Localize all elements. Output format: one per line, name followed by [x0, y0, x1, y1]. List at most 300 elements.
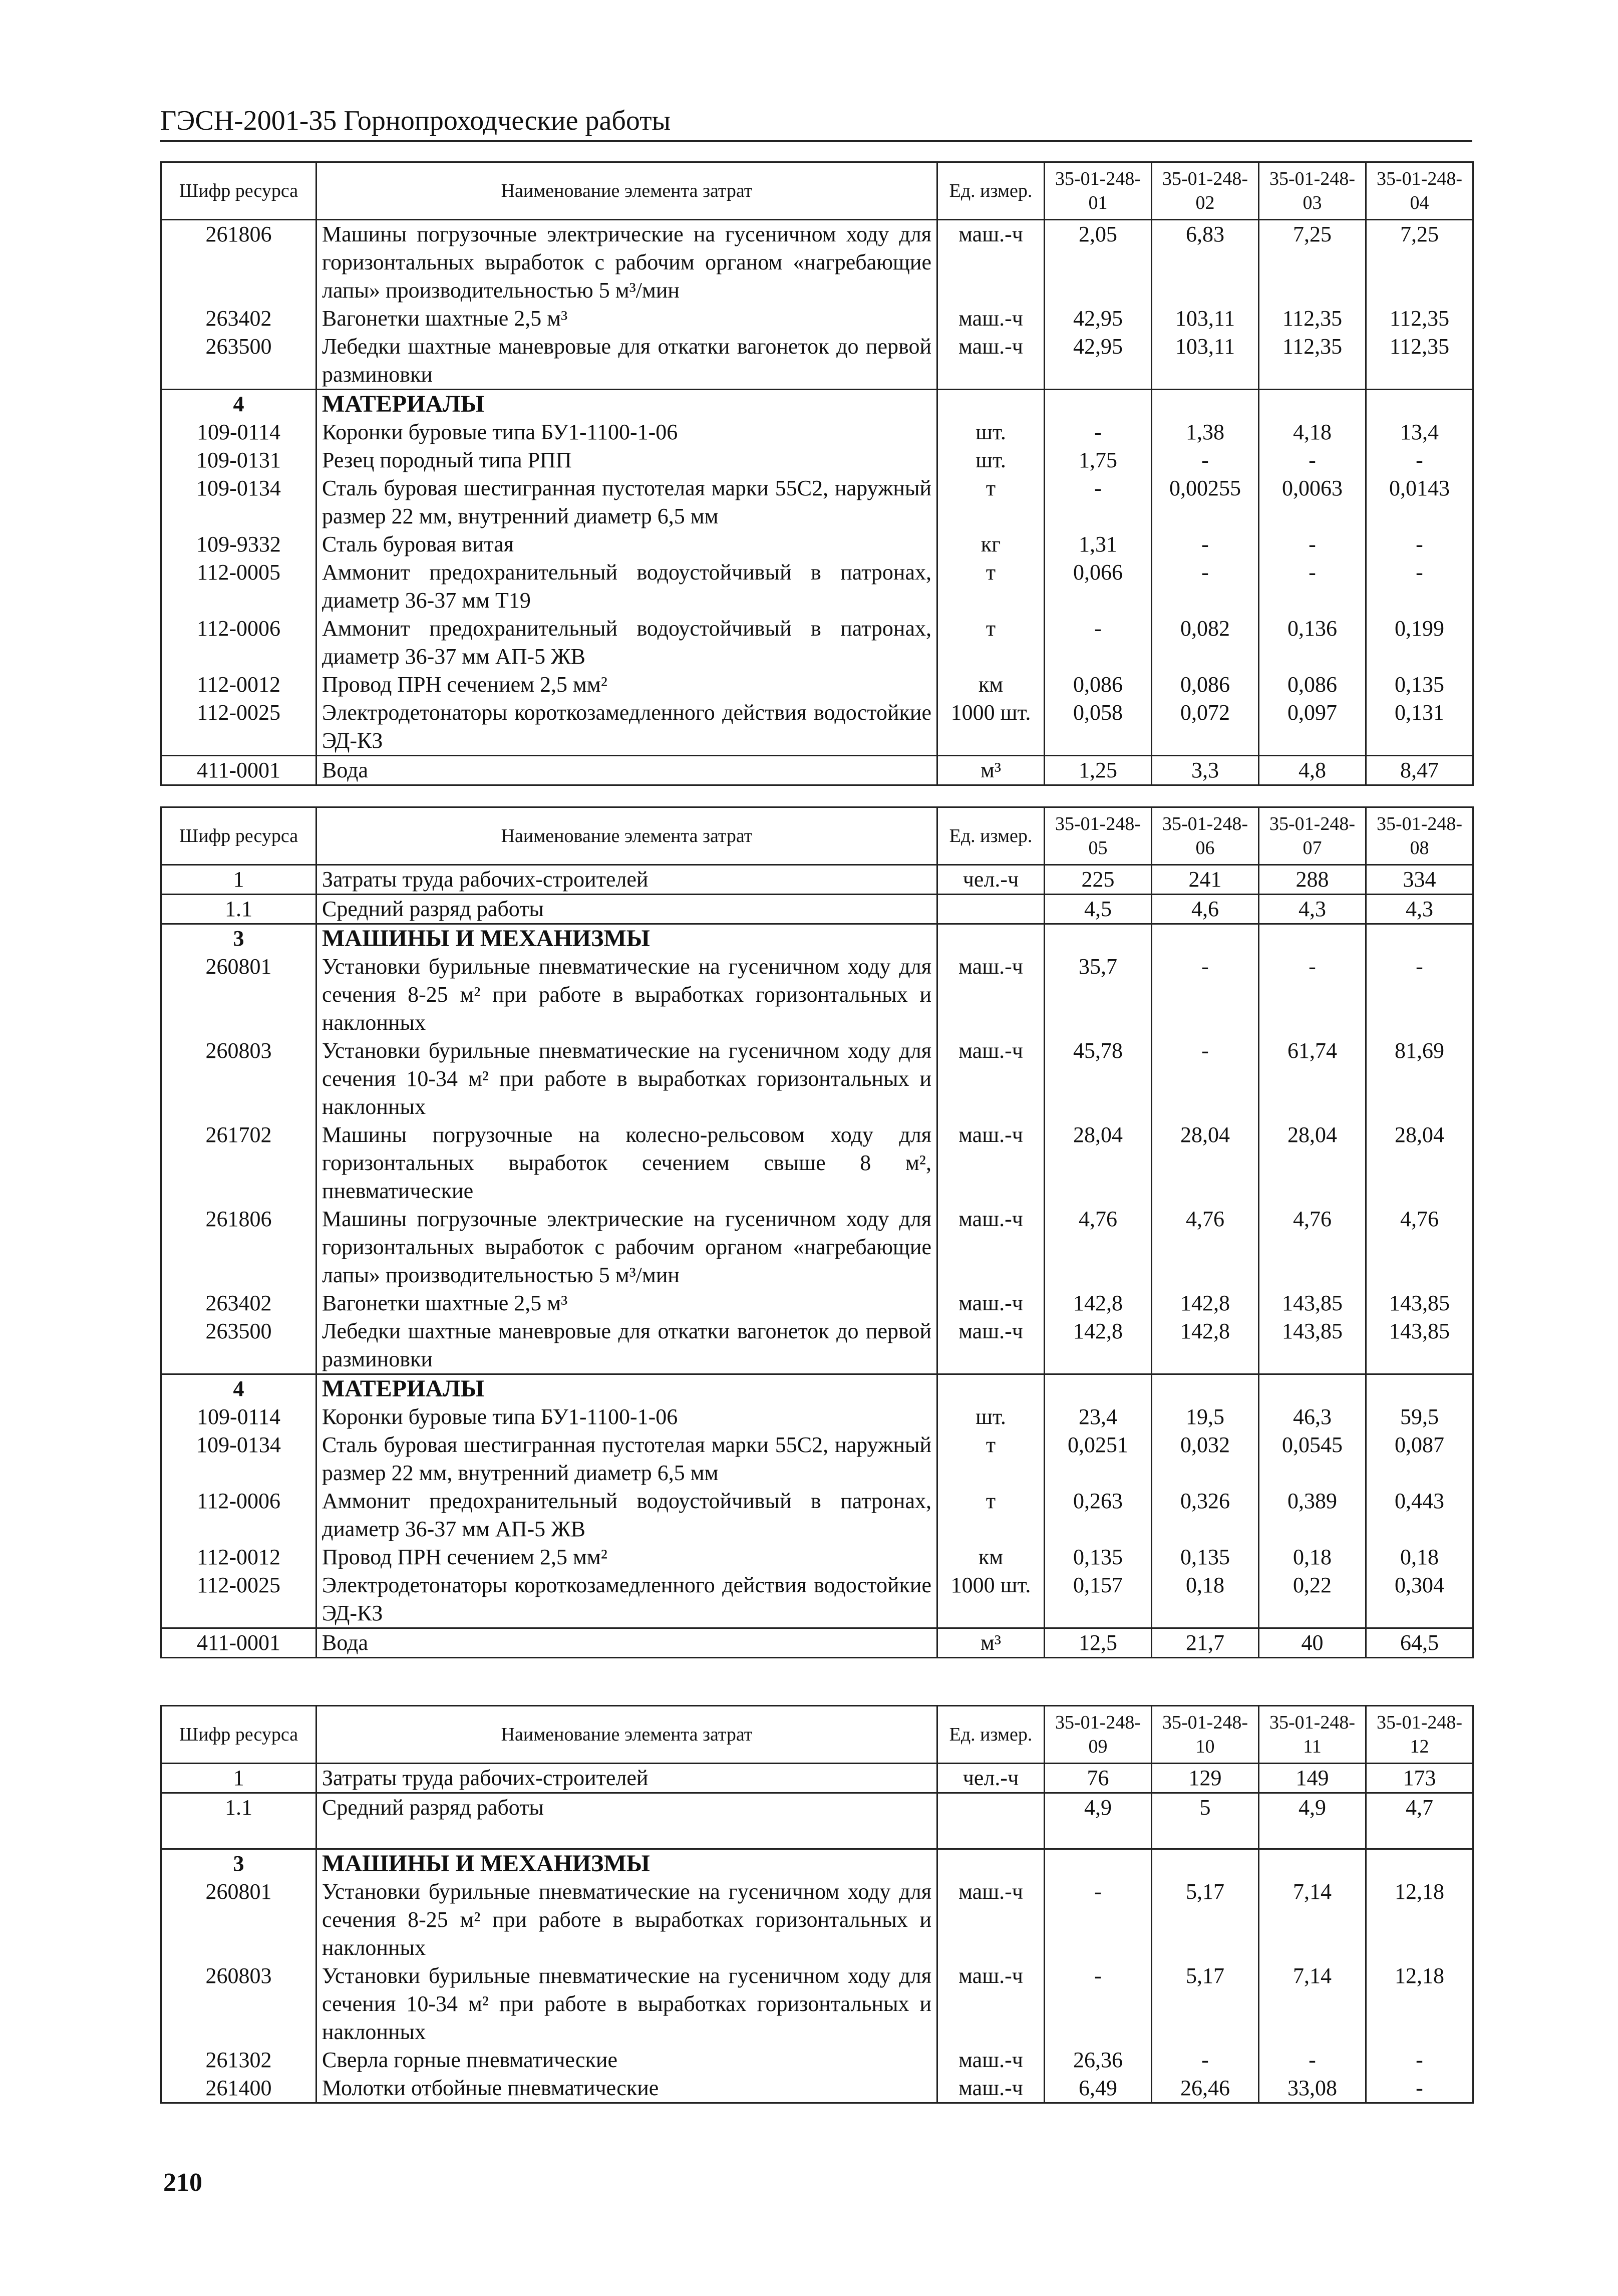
- unit-cell: маш.-ч: [937, 305, 1045, 333]
- table-row: [161, 220, 1473, 305]
- norm-value-cell: [1259, 390, 1366, 419]
- table-row: [161, 1571, 1473, 1628]
- norm-value-cell: 241: [1152, 865, 1259, 895]
- norm-value-cell: [1045, 390, 1152, 419]
- resource-name-cell: Провод ПРН сечением 2,5 мм²: [316, 1543, 937, 1571]
- column-header-name: Наименование элемента затрат: [316, 162, 937, 220]
- norm-value-cell: 4,7: [1366, 1793, 1473, 1849]
- norm-value-cell: 5: [1152, 1793, 1259, 1849]
- norm-value-cell: 76: [1045, 1764, 1152, 1793]
- norm-value-cell: -: [1366, 2046, 1473, 2074]
- norm-value-cell: [1045, 924, 1152, 953]
- norm-value-cell: -: [1259, 446, 1366, 474]
- norm-value-cell: 61,74: [1259, 1037, 1366, 1121]
- resource-name-cell: МАТЕРИАЛЫ: [316, 390, 937, 419]
- norm-value-cell: 0,0545: [1259, 1431, 1366, 1487]
- resource-name-cell: Вода: [316, 1628, 937, 1658]
- table-row: [161, 2046, 1473, 2074]
- table-header-row: [161, 807, 1473, 865]
- norm-value-cell: 0,087: [1366, 1431, 1473, 1487]
- table-row: [161, 1403, 1473, 1431]
- unit-cell: маш.-ч: [937, 1037, 1045, 1121]
- resource-code-cell: 261806: [161, 220, 316, 305]
- column-header-norm: 35-01-248-02: [1152, 162, 1259, 220]
- resource-table: [160, 161, 1474, 786]
- resource-code-cell: 260803: [161, 1037, 316, 1121]
- column-header-unit: Ед. измер.: [937, 1706, 1045, 1764]
- table-row: [161, 865, 1473, 895]
- norm-value-cell: -: [1259, 953, 1366, 1037]
- norm-value-cell: 0,032: [1152, 1431, 1259, 1487]
- norm-value-cell: 7,25: [1366, 220, 1473, 305]
- norm-value-cell: 0,082: [1152, 615, 1259, 671]
- unit-cell: [937, 1849, 1045, 1878]
- norm-value-cell: 4,9: [1259, 1793, 1366, 1849]
- norm-value-cell: 0,135: [1366, 671, 1473, 699]
- resource-name-cell: Коронки буровые типа БУ1-1100-1-06: [316, 418, 937, 446]
- norm-value-cell: 21,7: [1152, 1628, 1259, 1658]
- norm-value-cell: 8,47: [1366, 756, 1473, 785]
- norm-value-cell: 0,199: [1366, 615, 1473, 671]
- unit-cell: [937, 895, 1045, 924]
- unit-cell: т: [937, 1431, 1045, 1487]
- table-row: [161, 474, 1473, 530]
- table-row: [161, 615, 1473, 671]
- norm-value-cell: 2,05: [1045, 220, 1152, 305]
- column-header-norm: 35-01-248-09: [1045, 1706, 1152, 1764]
- section-heading-row: [161, 1849, 1473, 1878]
- unit-cell: маш.-ч: [937, 1317, 1045, 1374]
- table-row: [161, 953, 1473, 1037]
- norm-value-cell: 0,0143: [1366, 474, 1473, 530]
- unit-cell: т: [937, 615, 1045, 671]
- norm-value-cell: -: [1366, 446, 1473, 474]
- norm-value-cell: -: [1259, 2046, 1366, 2074]
- norm-value-cell: 142,8: [1045, 1289, 1152, 1317]
- norm-value-cell: 4,3: [1366, 895, 1473, 924]
- norm-value-cell: 23,4: [1045, 1403, 1152, 1431]
- table-row: [161, 530, 1473, 558]
- norm-value-cell: 5,17: [1152, 1878, 1259, 1962]
- norm-value-cell: 142,8: [1152, 1289, 1259, 1317]
- unit-cell: чел.-ч: [937, 865, 1045, 895]
- column-header-norm: 35-01-248-07: [1259, 807, 1366, 865]
- unit-cell: маш.-ч: [937, 1205, 1045, 1289]
- resource-name-cell: Вагонетки шахтные 2,5 м³: [316, 305, 937, 333]
- norm-value-cell: -: [1152, 558, 1259, 615]
- norm-value-cell: 4,76: [1045, 1205, 1152, 1289]
- norm-value-cell: 46,3: [1259, 1403, 1366, 1431]
- norm-value-cell: 28,04: [1045, 1121, 1152, 1205]
- norm-value-cell: 19,5: [1152, 1403, 1259, 1431]
- norm-value-cell: [1366, 1374, 1473, 1403]
- norm-value-cell: 12,5: [1045, 1628, 1152, 1658]
- resource-code-cell: 263500: [161, 1317, 316, 1374]
- resource-table: [160, 806, 1474, 1658]
- resource-code-cell: 4: [161, 1374, 316, 1403]
- resource-code-cell: 112-0012: [161, 1543, 316, 1571]
- norm-value-cell: [1259, 1849, 1366, 1878]
- table-row: [161, 558, 1473, 615]
- norm-value-cell: 142,8: [1045, 1317, 1152, 1374]
- norm-value-cell: 0,058: [1045, 699, 1152, 756]
- resource-name-cell: Установки бурильные пневматические на гусеничном ходу для сечения 10-34 м² при работе в выработках горизонтальных и наклонных: [316, 1962, 937, 2046]
- norm-value-cell: -: [1366, 2074, 1473, 2103]
- norm-value-cell: [1259, 1374, 1366, 1403]
- resource-name-cell: Провод ПРН сечением 2,5 мм²: [316, 671, 937, 699]
- resource-code-cell: 263402: [161, 1289, 316, 1317]
- unit-cell: кг: [937, 530, 1045, 558]
- norm-value-cell: 0,0251: [1045, 1431, 1152, 1487]
- norm-value-cell: 112,35: [1259, 305, 1366, 333]
- norm-value-cell: 0,18: [1152, 1571, 1259, 1628]
- resource-name-cell: Аммонит предохранительный водоустойчивый в патронах, диаметр 36-37 мм Т19: [316, 558, 937, 615]
- norm-value-cell: -: [1045, 418, 1152, 446]
- resource-name-cell: Аммонит предохранительный водоустойчивый в патронах, диаметр 36-37 мм АП-5 ЖВ: [316, 1487, 937, 1543]
- table-header-row: [161, 162, 1473, 220]
- table-row: [161, 1543, 1473, 1571]
- norm-value-cell: [1152, 924, 1259, 953]
- norm-value-cell: -: [1152, 446, 1259, 474]
- norm-value-cell: 28,04: [1152, 1121, 1259, 1205]
- column-header-norm: 35-01-248-12: [1366, 1706, 1473, 1764]
- table-row: [161, 1628, 1473, 1658]
- norm-value-cell: 103,11: [1152, 333, 1259, 390]
- unit-cell: т: [937, 1487, 1045, 1543]
- norm-value-cell: 1,75: [1045, 446, 1152, 474]
- norm-value-cell: 33,08: [1259, 2074, 1366, 2103]
- norm-value-cell: -: [1152, 953, 1259, 1037]
- table-row: [161, 699, 1473, 756]
- resource-code-cell: 109-0134: [161, 474, 316, 530]
- norm-value-cell: 0,066: [1045, 558, 1152, 615]
- unit-cell: шт.: [937, 418, 1045, 446]
- norm-value-cell: 143,85: [1259, 1289, 1366, 1317]
- unit-cell: маш.-ч: [937, 1121, 1045, 1205]
- resource-name-cell: Лебедки шахтные маневровые для откатки вагонеток до первой разминовки: [316, 333, 937, 390]
- norm-value-cell: 0,072: [1152, 699, 1259, 756]
- resource-name-cell: Вода: [316, 756, 937, 785]
- norm-value-cell: 0,131: [1366, 699, 1473, 756]
- table-row: [161, 671, 1473, 699]
- resource-code-cell: 109-0114: [161, 418, 316, 446]
- norm-value-cell: 26,36: [1045, 2046, 1152, 2074]
- resource-code-cell: 112-0012: [161, 671, 316, 699]
- norm-value-cell: 1,38: [1152, 418, 1259, 446]
- norm-value-cell: 142,8: [1152, 1317, 1259, 1374]
- norm-value-cell: 112,35: [1366, 305, 1473, 333]
- norm-value-cell: 0,389: [1259, 1487, 1366, 1543]
- norm-value-cell: 4,3: [1259, 895, 1366, 924]
- table-row: [161, 1037, 1473, 1121]
- column-header-unit: Ед. измер.: [937, 807, 1045, 865]
- norm-value-cell: 4,9: [1045, 1793, 1152, 1849]
- column-header-norm: 35-01-248-05: [1045, 807, 1152, 865]
- norm-value-cell: 26,46: [1152, 2074, 1259, 2103]
- norm-value-cell: -: [1366, 530, 1473, 558]
- norm-value-cell: 143,85: [1366, 1289, 1473, 1317]
- norm-value-cell: 6,83: [1152, 220, 1259, 305]
- resource-code-cell: 261400: [161, 2074, 316, 2103]
- norm-value-cell: [1366, 1849, 1473, 1878]
- norm-value-cell: -: [1045, 1962, 1152, 2046]
- resource-name-cell: Электродетонаторы короткозамедленного действия водостойкие ЭД-КЗ: [316, 1571, 937, 1628]
- norm-value-cell: 59,5: [1366, 1403, 1473, 1431]
- norm-value-cell: -: [1045, 615, 1152, 671]
- norm-value-cell: 45,78: [1045, 1037, 1152, 1121]
- resource-name-cell: Коронки буровые типа БУ1-1100-1-06: [316, 1403, 937, 1431]
- table-row: [161, 1878, 1473, 1962]
- resource-name-cell: Машины погрузочные электрические на гусеничном ходу для горизонтальных выработок с рабочим органом «нагребающие лапы» производительностью 5 м³/мин: [316, 220, 937, 305]
- resource-code-cell: 112-0006: [161, 615, 316, 671]
- resource-code-cell: 112-0005: [161, 558, 316, 615]
- column-header-norm: 35-01-248-06: [1152, 807, 1259, 865]
- norm-value-cell: 225: [1045, 865, 1152, 895]
- norm-value-cell: 64,5: [1366, 1628, 1473, 1658]
- page-number: 210: [163, 2168, 202, 2197]
- norm-value-cell: 334: [1366, 865, 1473, 895]
- unit-cell: км: [937, 1543, 1045, 1571]
- resource-name-cell: Лебедки шахтные маневровые для откатки вагонеток до первой разминовки: [316, 1317, 937, 1374]
- norm-value-cell: -: [1045, 474, 1152, 530]
- resource-name-cell: Вагонетки шахтные 2,5 м³: [316, 1289, 937, 1317]
- resource-code-cell: 263402: [161, 305, 316, 333]
- norm-value-cell: 129: [1152, 1764, 1259, 1793]
- resource-code-cell: 109-0134: [161, 1431, 316, 1487]
- resource-code-cell: 411-0001: [161, 1628, 316, 1658]
- resource-name-cell: Машины погрузочные на колесно-рельсовом ходу для горизонтальных выработок сечением свыше 8 м², пневматические: [316, 1121, 937, 1205]
- resource-code-cell: 1.1: [161, 895, 316, 924]
- unit-cell: шт.: [937, 446, 1045, 474]
- resource-name-cell: Резец породный типа РПП: [316, 446, 937, 474]
- norm-value-cell: 81,69: [1366, 1037, 1473, 1121]
- column-header-code: Шифр ресурса: [161, 162, 316, 220]
- unit-cell: м³: [937, 1628, 1045, 1658]
- resource-name-cell: Установки бурильные пневматические на гусеничном ходу для сечения 8-25 м² при работе в выработках горизонтальных и наклонных: [316, 1878, 937, 1962]
- unit-cell: км: [937, 671, 1045, 699]
- resource-code-cell: 1.1: [161, 1793, 316, 1849]
- table-row: [161, 895, 1473, 924]
- norm-value-cell: 1,31: [1045, 530, 1152, 558]
- table-row: [161, 2074, 1473, 2103]
- norm-value-cell: 0,00255: [1152, 474, 1259, 530]
- resource-name-cell: Средний разряд работы: [316, 1793, 937, 1849]
- column-header-norm: 35-01-248-01: [1045, 162, 1152, 220]
- resource-name-cell: Сталь буровая шестигранная пустотелая марки 55С2, наружный размер 22 мм, внутренний диаметр 6,5 мм: [316, 1431, 937, 1487]
- column-header-norm: 35-01-248-11: [1259, 1706, 1366, 1764]
- resource-name-cell: Затраты труда рабочих-строителей: [316, 865, 937, 895]
- resource-name-cell: Сверла горные пневматические: [316, 2046, 937, 2074]
- table-row: [161, 1317, 1473, 1374]
- table-row: [161, 1121, 1473, 1205]
- column-header-norm: 35-01-248-10: [1152, 1706, 1259, 1764]
- resource-name-cell: Машины погрузочные электрические на гусеничном ходу для горизонтальных выработок с рабочим органом «нагребающие лапы» производительностью 5 м³/мин: [316, 1205, 937, 1289]
- unit-cell: чел.-ч: [937, 1764, 1045, 1793]
- norm-value-cell: 0,136: [1259, 615, 1366, 671]
- table-row: [161, 333, 1473, 390]
- norm-value-cell: 4,6: [1152, 895, 1259, 924]
- table-header-row: [161, 1706, 1473, 1764]
- norm-value-cell: 3,3: [1152, 756, 1259, 785]
- unit-cell: [937, 924, 1045, 953]
- unit-cell: маш.-ч: [937, 953, 1045, 1037]
- norm-value-cell: [1366, 390, 1473, 419]
- norm-value-cell: 0,22: [1259, 1571, 1366, 1628]
- resource-name-cell: Сталь буровая шестигранная пустотелая марки 55С2, наружный размер 22 мм, внутренний диаметр 6,5 мм: [316, 474, 937, 530]
- norm-value-cell: [1045, 1849, 1152, 1878]
- column-header-norm: 35-01-248-03: [1259, 162, 1366, 220]
- norm-value-cell: 112,35: [1259, 333, 1366, 390]
- resource-code-cell: 261702: [161, 1121, 316, 1205]
- resource-name-cell: МАШИНЫ И МЕХАНИЗМЫ: [316, 924, 937, 953]
- table-row: [161, 1764, 1473, 1793]
- resource-code-cell: 109-0114: [161, 1403, 316, 1431]
- resource-name-cell: Затраты труда рабочих-строителей: [316, 1764, 937, 1793]
- norm-value-cell: -: [1366, 558, 1473, 615]
- resource-name-cell: Средний разряд работы: [316, 895, 937, 924]
- resource-name-cell: Сталь буровая витая: [316, 530, 937, 558]
- norm-value-cell: 7,14: [1259, 1962, 1366, 2046]
- norm-value-cell: 7,25: [1259, 220, 1366, 305]
- norm-value-cell: 4,76: [1259, 1205, 1366, 1289]
- norm-value-cell: 0,097: [1259, 699, 1366, 756]
- norm-value-cell: 6,49: [1045, 2074, 1152, 2103]
- norm-value-cell: [1259, 924, 1366, 953]
- resource-code-cell: 261302: [161, 2046, 316, 2074]
- resource-code-cell: 411-0001: [161, 756, 316, 785]
- section-heading-row: [161, 924, 1473, 953]
- table-row: [161, 418, 1473, 446]
- table-row: [161, 1487, 1473, 1543]
- table-row: [161, 756, 1473, 785]
- norm-value-cell: 103,11: [1152, 305, 1259, 333]
- resource-name-cell: МАТЕРИАЛЫ: [316, 1374, 937, 1403]
- section-heading-row: [161, 390, 1473, 419]
- table-row: [161, 305, 1473, 333]
- resource-name-cell: МАШИНЫ И МЕХАНИЗМЫ: [316, 1849, 937, 1878]
- norm-value-cell: -: [1152, 530, 1259, 558]
- resource-code-cell: 112-0025: [161, 1571, 316, 1628]
- column-header-unit: Ед. измер.: [937, 162, 1045, 220]
- table-row: [161, 1289, 1473, 1317]
- norm-value-cell: 13,4: [1366, 418, 1473, 446]
- resource-name-cell: Установки бурильные пневматические на гусеничном ходу для сечения 8-25 м² при работе в выработках горизонтальных и наклонных: [316, 953, 937, 1037]
- norm-value-cell: 4,76: [1366, 1205, 1473, 1289]
- resource-code-cell: 4: [161, 390, 316, 419]
- resource-code-cell: 109-0131: [161, 446, 316, 474]
- unit-cell: 1000 шт.: [937, 1571, 1045, 1628]
- norm-value-cell: 0,18: [1366, 1543, 1473, 1571]
- norm-value-cell: 5,17: [1152, 1962, 1259, 2046]
- norm-value-cell: 42,95: [1045, 333, 1152, 390]
- resource-code-cell: 260803: [161, 1962, 316, 2046]
- norm-value-cell: 173: [1366, 1764, 1473, 1793]
- unit-cell: маш.-ч: [937, 2046, 1045, 2074]
- resource-code-cell: 3: [161, 924, 316, 953]
- resource-name-cell: Аммонит предохранительный водоустойчивый в патронах, диаметр 36-37 мм АП-5 ЖВ: [316, 615, 937, 671]
- norm-value-cell: 149: [1259, 1764, 1366, 1793]
- resource-code-cell: 260801: [161, 953, 316, 1037]
- unit-cell: шт.: [937, 1403, 1045, 1431]
- resource-name-cell: Электродетонаторы короткозамедленного действия водостойкие ЭД-КЗ: [316, 699, 937, 756]
- column-header-norm: 35-01-248-04: [1366, 162, 1473, 220]
- norm-value-cell: 0,086: [1045, 671, 1152, 699]
- unit-cell: маш.-ч: [937, 333, 1045, 390]
- resource-code-cell: 109-9332: [161, 530, 316, 558]
- norm-value-cell: 0,304: [1366, 1571, 1473, 1628]
- norm-value-cell: 28,04: [1366, 1121, 1473, 1205]
- section-heading-row: [161, 1374, 1473, 1403]
- resource-code-cell: 1: [161, 1764, 316, 1793]
- norm-value-cell: -: [1152, 1037, 1259, 1121]
- norm-value-cell: 0,18: [1259, 1543, 1366, 1571]
- norm-value-cell: 0,157: [1045, 1571, 1152, 1628]
- unit-cell: 1000 шт.: [937, 699, 1045, 756]
- norm-value-cell: 0,135: [1045, 1543, 1152, 1571]
- unit-cell: м³: [937, 756, 1045, 785]
- column-header-code: Шифр ресурса: [161, 807, 316, 865]
- unit-cell: [937, 1793, 1045, 1849]
- resource-code-cell: 112-0006: [161, 1487, 316, 1543]
- page-header: ГЭСН-2001-35 Горнопроходческие работы: [160, 104, 1472, 142]
- norm-value-cell: -: [1259, 558, 1366, 615]
- norm-value-cell: 143,85: [1259, 1317, 1366, 1374]
- unit-cell: маш.-ч: [937, 1878, 1045, 1962]
- column-header-norm: 35-01-248-08: [1366, 807, 1473, 865]
- norm-value-cell: 4,5: [1045, 895, 1152, 924]
- norm-value-cell: [1152, 390, 1259, 419]
- column-header-name: Наименование элемента затрат: [316, 807, 937, 865]
- table-row: [161, 1962, 1473, 2046]
- norm-value-cell: 28,04: [1259, 1121, 1366, 1205]
- norm-value-cell: 0,086: [1259, 671, 1366, 699]
- norm-value-cell: 40: [1259, 1628, 1366, 1658]
- resource-code-cell: 3: [161, 1849, 316, 1878]
- norm-value-cell: [1366, 924, 1473, 953]
- norm-value-cell: [1152, 1849, 1259, 1878]
- norm-value-cell: -: [1259, 530, 1366, 558]
- norm-value-cell: 4,8: [1259, 756, 1366, 785]
- table-row: [161, 1793, 1473, 1849]
- unit-cell: маш.-ч: [937, 1289, 1045, 1317]
- resource-code-cell: 263500: [161, 333, 316, 390]
- norm-value-cell: 112,35: [1366, 333, 1473, 390]
- resource-code-cell: 261806: [161, 1205, 316, 1289]
- norm-value-cell: 12,18: [1366, 1878, 1473, 1962]
- unit-cell: т: [937, 558, 1045, 615]
- unit-cell: [937, 1374, 1045, 1403]
- norm-value-cell: 0,0063: [1259, 474, 1366, 530]
- table-row: [161, 446, 1473, 474]
- unit-cell: маш.-ч: [937, 2074, 1045, 2103]
- norm-value-cell: 0,263: [1045, 1487, 1152, 1543]
- norm-value-cell: 1,25: [1045, 756, 1152, 785]
- norm-value-cell: -: [1366, 953, 1473, 1037]
- norm-value-cell: 35,7: [1045, 953, 1152, 1037]
- unit-cell: т: [937, 474, 1045, 530]
- norm-value-cell: [1152, 1374, 1259, 1403]
- norm-value-cell: 0,135: [1152, 1543, 1259, 1571]
- norm-value-cell: 4,76: [1152, 1205, 1259, 1289]
- resource-name-cell: Установки бурильные пневматические на гусеничном ходу для сечения 10-34 м² при работе в выработках горизонтальных и наклонных: [316, 1037, 937, 1121]
- norm-value-cell: -: [1152, 2046, 1259, 2074]
- table-row: [161, 1205, 1473, 1289]
- norm-value-cell: 0,086: [1152, 671, 1259, 699]
- norm-value-cell: 143,85: [1366, 1317, 1473, 1374]
- norm-value-cell: [1045, 1374, 1152, 1403]
- norm-value-cell: 288: [1259, 865, 1366, 895]
- column-header-code: Шифр ресурса: [161, 1706, 316, 1764]
